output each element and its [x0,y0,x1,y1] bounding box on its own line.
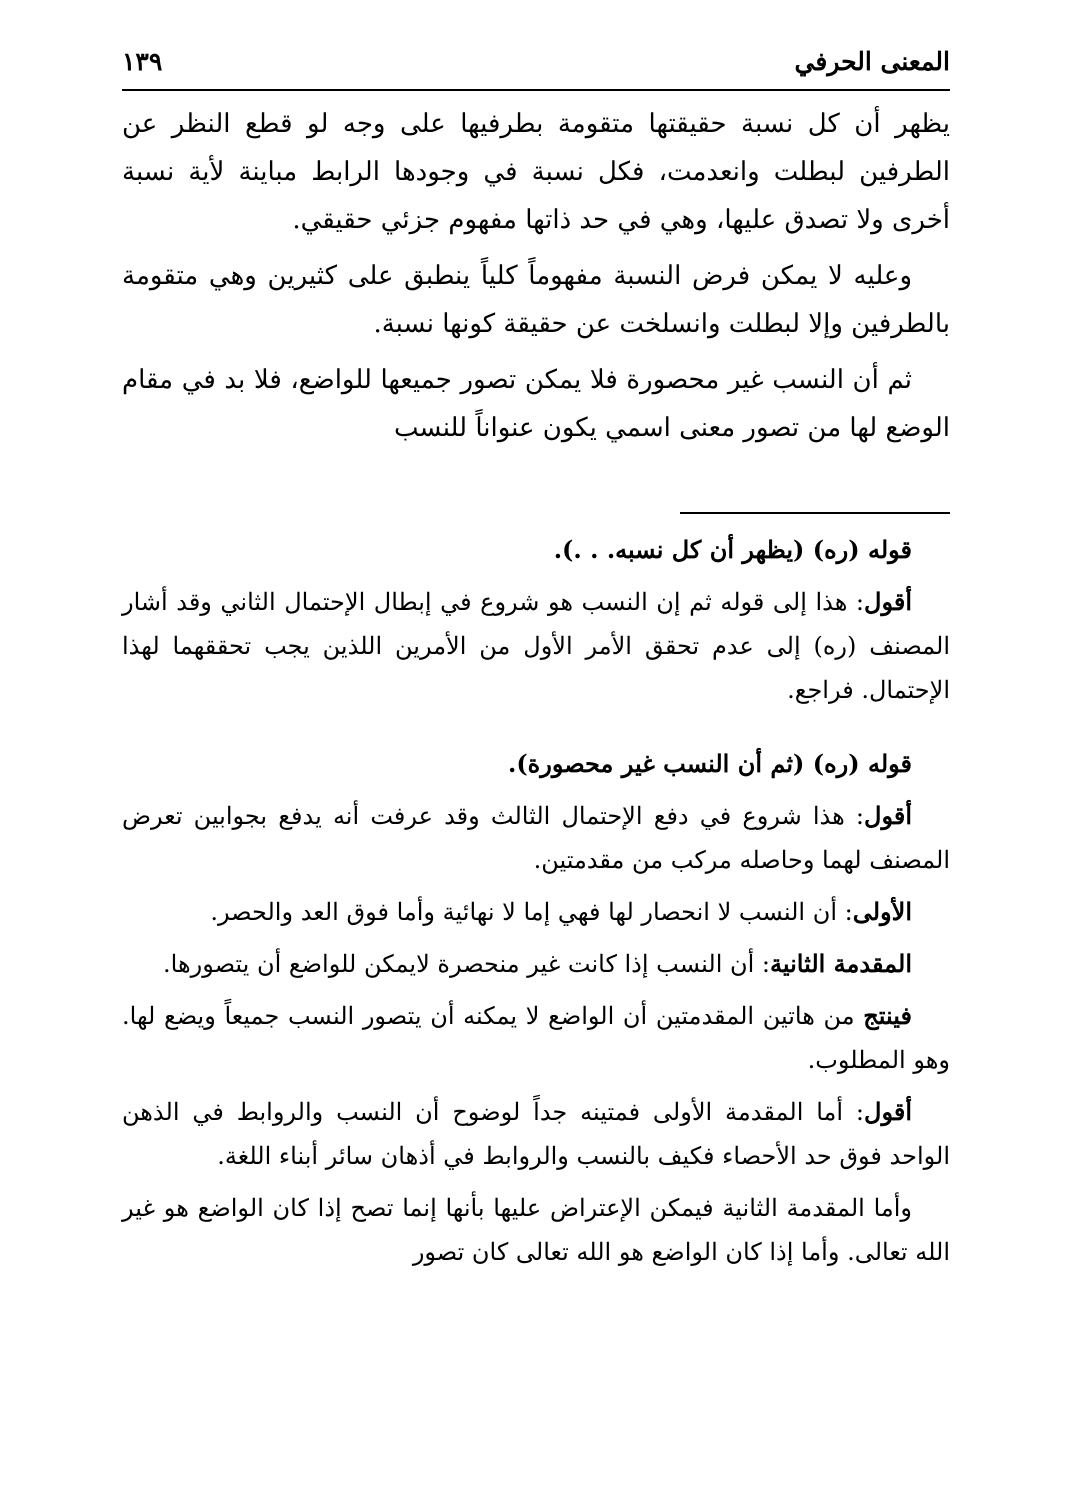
note-heading-1: قوله (ره) (يظهر أن كل نسبه. . .). [553,535,912,564]
note-text: : أن النسب إذا كانت غير منحصرة لايمكن للواضع أن يتصورها. [163,950,770,978]
note-lead: أقول [864,801,912,830]
note-paragraph-3 [122,890,950,934]
running-header [122,42,950,92]
page-number: ١٣٩ [122,47,163,76]
note-lead: المقدمة الثانية [770,949,912,978]
note-text: : أما المقدمة الأولى فمتينه جداً لوضوح أن النسب والروابط في الذهن الواحد فوق حد الأحصاء فكيف بالنسب والروابط في أذهان سائر أبناء اللغة. [122,1098,950,1170]
main-paragraph-3: ثم أن النسب غير محصورة فلا يمكن تصور جميعها للواضع، فلا بد في مقام الوضع لها من تصور معنى اسمي يكون عنواناً للنسب [122,365,950,443]
note-paragraph-2 [122,794,950,882]
note-text: من هاتين المقدمتين أن الواضع لا يمكنه أن يتصور النسب جميعاً ويضع لها. وهو المطلوب. [122,1002,950,1074]
note-text: : أن النسب لا انحصار لها فهي إما لا نهائية وأما فوق العد والحصر. [210,898,853,926]
main-text [122,100,950,460]
footnote-separator [680,512,950,514]
main-paragraph-2: وعليه لا يمكن فرض النسبة مفهوماً كلياً ينطبق على كثيرين وهي متقومة بالطرفين وإلا لبطلت وانسلخت عن حقيقة كونها نسبة. [122,261,950,339]
note-paragraph-7: وأما المقدمة الثانية فيمكن الإعتراض عليها بأنها إنما تصح إذا كان الواضع هو غير الله تعالى. وأما إذا كان الواضع هو الله تعالى كان تصور [122,1194,950,1266]
note-lead: أقول [864,587,912,616]
note-text: : هذا شروع في دفع الإحتمال الثالث وقد عرفت أنه يدفع بجوابين تعرض المصنف لهما وحاصله مركب من مقدمتين. [122,802,950,874]
note-heading-2: قوله (ره) (ثم أن النسب غير محصورة). [507,749,912,778]
note-lead: أقول [864,1097,912,1126]
note-text: : هذا إلى قوله ثم إن النسب هو شروع في إبطال الإحتمال الثاني وقد أشار المصنف (ره) إلى عدم تحقق الأمر الأول من الأمرين اللذين يجب تحققهما لهذا الإحتمال. فراجع. [122,588,950,704]
note-paragraph-4 [122,942,950,986]
main-paragraph-1: يظهر أن كل نسبة حقيقتها متقومة بطرفيها على وجه لو قطع النظر عن الطرفين لبطلت وانعدمت، فكل نسبة في وجودها الرابط مباينة لأية نسبة أخرى ولا تصدق عليها، وهي في حد ذاتها مفهوم جزئي حقيقي. [122,109,950,235]
note-lead: فينتج [863,1001,912,1030]
note-paragraph-1 [122,580,950,712]
header-rule [122,89,950,91]
note-paragraph-6 [122,1090,950,1178]
chapter-title: المعنى الحرفي [794,47,950,76]
note-lead: الأولى [852,897,912,926]
commentary-notes [122,528,950,1282]
note-paragraph-5 [122,994,950,1082]
